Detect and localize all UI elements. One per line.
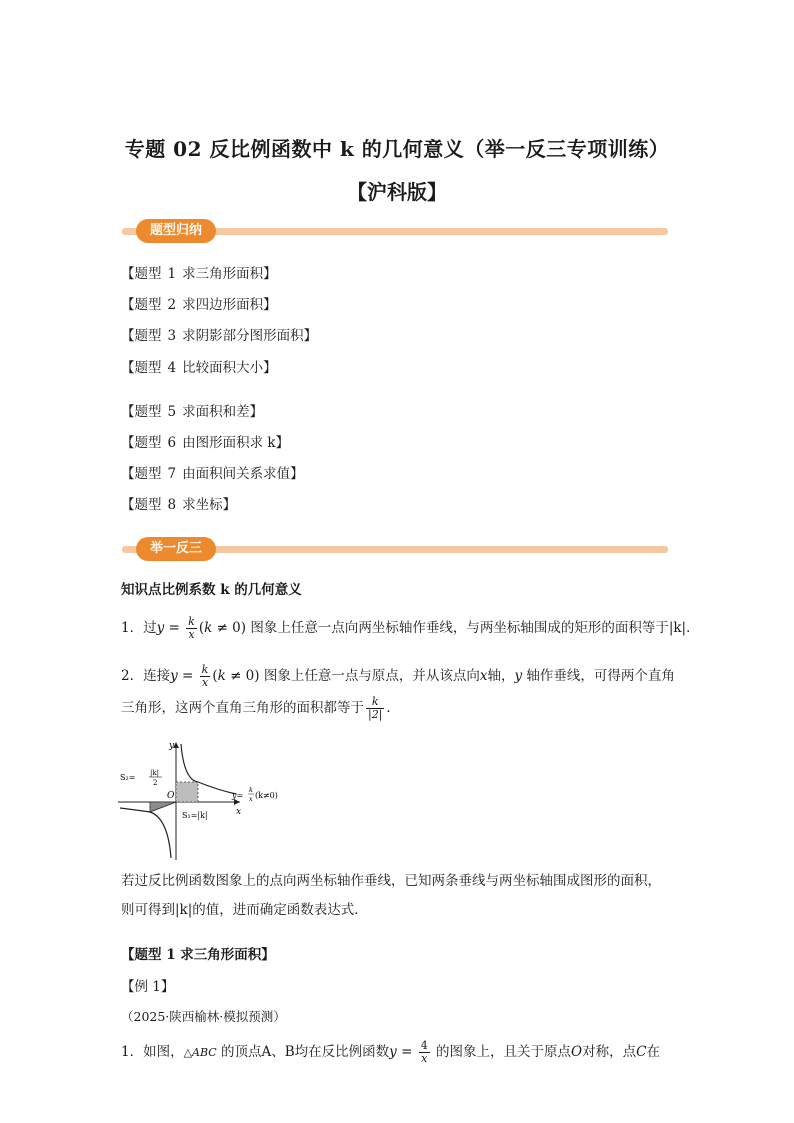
toc-item-prefix: 【题型	[121, 466, 162, 482]
section-bar-summary	[122, 219, 668, 243]
toc-item-number: 2	[167, 297, 177, 313]
toc-item-4	[121, 356, 277, 376]
toc-item-2	[121, 293, 277, 313]
example-label: 【例 1】	[121, 979, 175, 995]
toc-item-text: 比较面积大小】	[182, 360, 277, 376]
toc-item-number: 8	[167, 497, 177, 513]
toc-item-number: 5	[167, 404, 177, 420]
page-subtitle: 【沪科版】	[347, 180, 447, 204]
y-axis-label: y	[169, 741, 175, 751]
toc-item-text: 求三角形面积】	[182, 266, 277, 282]
toc-item-3	[121, 324, 317, 344]
toc-item-text: 求阴影部分图形面积】	[182, 328, 318, 344]
knowledge-heading: 知识点比例系数 k 的几何意义	[121, 582, 302, 598]
toc-item-prefix: 【题型	[121, 328, 162, 344]
toc-item-prefix: 【题型	[121, 497, 162, 513]
toc-item-7	[121, 462, 304, 482]
toc-item-text: 求面积和差】	[182, 404, 264, 420]
page-title: 专题 02 反比例函数中 k 的几何意义（举一反三专项训练）	[124, 137, 670, 161]
s1-label: S₁=|k|	[182, 811, 208, 820]
toc-item-number: 1	[167, 266, 177, 282]
toc-item-number: 3	[167, 328, 177, 344]
curve-frac-num: k	[249, 786, 253, 794]
section-bar-practice	[122, 537, 668, 561]
hyperbola-branch-q3	[120, 808, 171, 858]
toc-item-prefix: 【题型	[121, 297, 162, 313]
curve-label: y=	[232, 791, 244, 800]
knowledge-para-2: 则可得到|k|的值，进而确定函数表达式．	[121, 902, 368, 918]
knowledge-item-2-cont: 三角形，这两个直角三角形的面积都等于 $\frac{k}{|2|}$ ．	[121, 695, 400, 721]
toc-item-number: 7	[167, 466, 177, 482]
origin-label: O	[167, 791, 175, 801]
toc-item-number: 4	[167, 360, 177, 376]
hyperbola-figure	[118, 740, 298, 862]
toc-item-prefix: 【题型	[121, 404, 162, 420]
knowledge-item-1: 1．过y = $\frac{k}{x}$ (k ≠ 0) 图象上任意一点向两坐标轴作垂线，与两坐标轴围成的矩形的面积等于|k|．	[121, 615, 700, 641]
toc-item-text: 求坐标】	[182, 497, 237, 513]
s2-frac-num: |k|	[150, 769, 159, 777]
curve-condition: (k≠0)	[255, 791, 278, 800]
toc-item-8	[121, 493, 236, 513]
s2-frac-den: 2	[153, 779, 158, 787]
problem-source: （2025·陕西榆林·模拟预测）	[121, 1009, 286, 1024]
section-badge-summary: 题型归纳	[136, 219, 216, 243]
problem-question-1: 1．如图，△ABC 的顶点A、B均在反比例函数y = $\frac{4}{x}$ 的图象上，且关于原点O对称，点C在	[121, 1039, 660, 1065]
toc-item-5	[121, 400, 263, 420]
toc-item-prefix: 【题型	[121, 435, 162, 451]
toc-item-text: 由图形面积求 k】	[182, 435, 290, 451]
problem-heading: 【题型 1 求三角形面积】	[121, 947, 275, 963]
toc-item-number: 6	[167, 435, 177, 451]
toc-item-1	[121, 262, 277, 282]
knowledge-item-2: 2．连接y = $\frac{k}{x}$ (k ≠ 0) 图象上任意一点与原点，并从该点向x轴，y 轴作垂线，可得两个直角	[121, 663, 675, 689]
curve-frac-den: x	[249, 795, 253, 803]
s2-label: S₂=	[120, 773, 136, 782]
toc-item-prefix: 【题型	[121, 266, 162, 282]
x-axis-label: x	[236, 807, 242, 817]
rectangle-s1	[176, 782, 198, 802]
toc-item-prefix: 【题型	[121, 360, 162, 376]
section-badge-practice: 举一反三	[136, 537, 216, 561]
toc-item-text: 求四边形面积】	[182, 297, 277, 313]
toc-item-text: 由面积间关系求值】	[182, 466, 304, 482]
toc-item-6	[121, 431, 289, 451]
knowledge-para-1: 若过反比例函数图象上的点向两坐标轴作垂线，已知两条垂线与两坐标轴围成图形的面积，	[121, 873, 661, 889]
